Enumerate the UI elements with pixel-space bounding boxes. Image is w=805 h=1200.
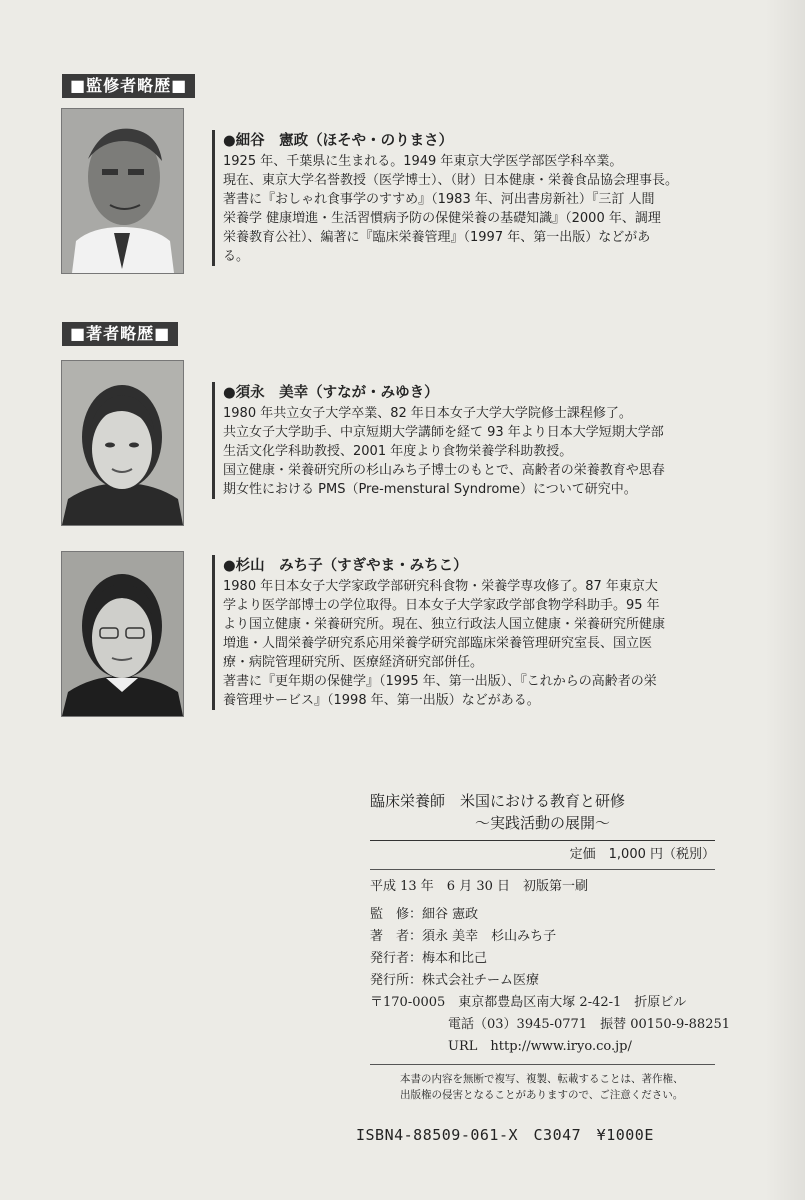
supervisor-section-label: ■監修者略歴■	[62, 74, 195, 98]
supervisor-portrait-photo	[61, 108, 184, 274]
bio-line: 国立健康・栄養研究所の杉山みち子博士のもとで、高齢者の栄養教育や思春	[223, 463, 665, 478]
book-title: 臨床栄養師 米国における教育と研修	[370, 792, 626, 810]
author-1-portrait-photo	[61, 360, 184, 526]
isbn-code: ISBN4-88509-061-X C3047 ¥1000E	[356, 1126, 654, 1144]
colophon-phone: 電話（03）3945-0771 振替 00150-9-88251	[370, 1017, 731, 1032]
bio-line: より国立健康・栄養研究所。現在、独立行政法人国立健康・栄養研究所健康	[223, 617, 666, 632]
bio-line: 1925 年、千葉県に生まれる。1949 年東京大学医学部医学科卒業。	[223, 154, 623, 169]
colophon-authors: 著 者：須永 美幸 杉山みち子	[370, 929, 557, 944]
book-price: 定価 1,000 円（税別）	[569, 847, 715, 862]
bio-line: 1980 年日本女子大学家政学部研究科食物・栄養学専攻修了。87 年東京大	[223, 579, 658, 594]
bio-line: 著書に『更年期の保健学』（1995 年、第一出版）、『これからの高齢者の栄	[223, 674, 657, 689]
colophon-address: 〒170-0005 東京都豊島区南大塚 2-42-1 折原ビル	[370, 995, 687, 1010]
colophon-publisher-company: 発行所：株式会社チーム医療	[370, 973, 540, 988]
edition-date: 平成 13 年 6 月 30 日 初版第一刷	[370, 879, 589, 894]
colophon-url: URL http://www.iryo.co.jp/	[370, 1039, 632, 1054]
bio-line: 栄養教育公社）、編著に『臨床栄養管理』（1997 年、第一出版）などがあ	[223, 230, 651, 245]
bio-line: 療・病院管理研究所、医療経済研究部併任。	[223, 655, 484, 670]
bio-line: 養管理サービス』（1998 年、第一出版）などがある。	[223, 693, 540, 708]
bio-line: 生活文化学科助教授、2001 年度より食物栄養学科助教授。	[223, 444, 573, 459]
bio-line: 共立女子大学助手、中京短期大学講師を経て 93 年より日本大学短期大学部	[223, 425, 664, 440]
bio-line: 栄養学 健康増進・生活習慣病予防の保健栄養の基礎知識』（2000 年、調理	[223, 211, 661, 226]
colophon-supervisor: 監 修：細谷 憲政	[370, 907, 479, 922]
supervisor-bio	[212, 130, 678, 266]
bio-line: る。	[223, 249, 250, 264]
author-1-name: ●須永 美幸（すなが・みゆき）	[223, 385, 439, 401]
author-1-bio	[212, 382, 665, 499]
colophon-publisher-person: 発行者：梅本和比己	[370, 951, 488, 966]
author-section-label: ■著者略歴■	[62, 322, 178, 346]
bio-line: 1980 年共立女子大学卒業、82 年日本女子大学大学院修士課程修了。	[223, 406, 632, 421]
author-2-bio	[212, 555, 665, 710]
bio-line: 期女性における PMS（Pre-menstural Syndrome）について研究中。	[223, 482, 637, 497]
colophon	[370, 790, 731, 1103]
divider	[370, 1064, 715, 1065]
bio-line: 著書に『おしゃれ食事学のすすめ』（1983 年、河出書房新社）『三訂 人間	[223, 192, 655, 207]
notice-line: 出版権の侵害となることがありますので、ご注意ください。	[400, 1089, 684, 1101]
bio-line: 学より医学部博士の学位取得。日本女子大学家政学部食物学科助手。95 年	[223, 598, 660, 613]
book-subtitle: ～実践活動の展開～	[474, 814, 610, 832]
author-2-portrait-photo	[61, 551, 184, 717]
bio-line: 増進・人間栄養学研究系応用栄養学研究部臨床栄養管理研究室長、国立医	[223, 636, 653, 651]
copyright-notice	[370, 1071, 715, 1103]
notice-line: 本書の内容を無断で複写、複製、転載することは、著作権、	[400, 1073, 684, 1085]
author-2-name: ●杉山 みち子（すぎやま・みちこ）	[223, 558, 468, 574]
supervisor-name: ●細谷 憲政（ほそや・のりまさ）	[223, 133, 454, 149]
bio-line: 現在、東京大学名誉教授（医学博士）、（財）日本健康・栄養食品協会理事長。	[223, 173, 679, 188]
